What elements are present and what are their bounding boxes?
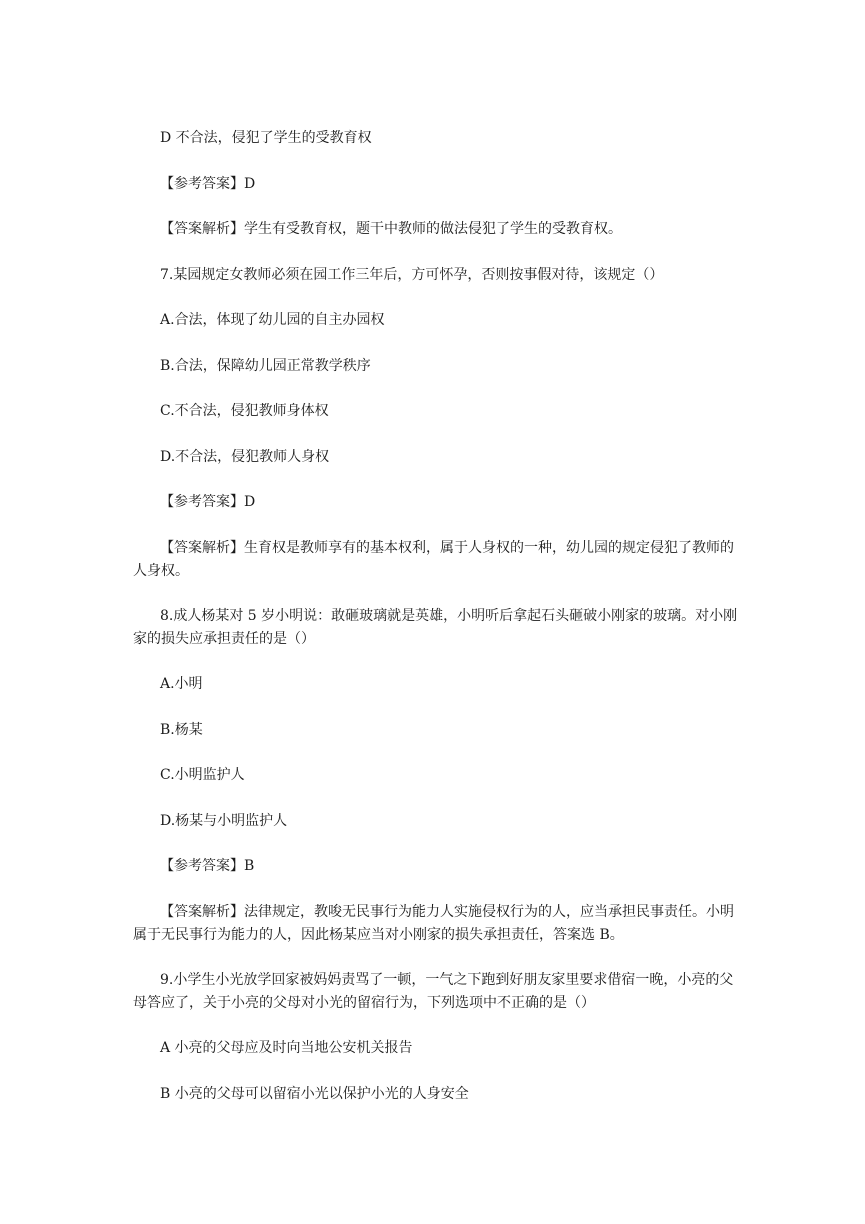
question-7-option-d: D.不合法，侵犯教师人身权 xyxy=(160,449,330,465)
question-7-option-c: C.不合法，侵犯教师身体权 xyxy=(160,403,329,419)
question-7-explanation: 【答案解析】生育权是教师享有的基本权利，属于人身权的一种，幼儿园的规定侵犯了教师的人身权。 xyxy=(133,540,734,579)
question-8-reference-answer: 【参考答案】B xyxy=(160,858,255,874)
question-7: 7.某园规定女教师必须在园工作三年后，方可怀孕，否则按事假对待，该规定（） xyxy=(160,267,664,283)
answer-explanation: 【答案解析】学生有受教育权，题干中教师的做法侵犯了学生的受教育权。 xyxy=(160,221,622,237)
question-9-option-b: B 小亮的父母可以留宿小光以保护小光的人身安全 xyxy=(160,1086,469,1102)
question-8-explanation: 【答案解析】法律规定，教唆无民事行为能力人实施侵权行为的人，应当承担民事责任。小明属于无民事行为能力的人，因此杨某应当对小刚家的损失承担责任，答案选 B。 xyxy=(133,904,734,943)
question-8: 8.成人杨某对 5 岁小明说：敢砸玻璃就是英雄，小明听后拿起石头砸破小刚家的玻璃。对小刚家的损失应承担责任的是（） xyxy=(133,608,738,647)
question-8-option-c: C.小明监护人 xyxy=(160,767,245,783)
question-9: 9.小学生小光放学回家被妈妈责骂了一顿，一气之下跑到好朋友家里要求借宿一晚，小亮的父母答应了，关于小亮的父母对小光的留宿行为，下列选项中不正确的是（） xyxy=(133,972,734,1011)
question-8-option-a: A.小明 xyxy=(160,676,203,692)
question-9-option-a: A 小亮的父母应及时向当地公安机关报告 xyxy=(160,1040,413,1056)
question-7-reference-answer: 【参考答案】D xyxy=(160,494,256,510)
question-8-option-b: B.杨某 xyxy=(160,722,203,738)
question-7-option-b: B.合法，保障幼儿园正常教学秩序 xyxy=(160,358,371,374)
question-8-option-d: D.杨某与小明监护人 xyxy=(160,813,288,829)
reference-answer: 【参考答案】D xyxy=(160,176,256,192)
option-d-line: D 不合法，侵犯了学生的受教育权 xyxy=(160,130,372,146)
question-7-option-a: A.合法，体现了幼儿园的自主办园权 xyxy=(160,312,385,328)
